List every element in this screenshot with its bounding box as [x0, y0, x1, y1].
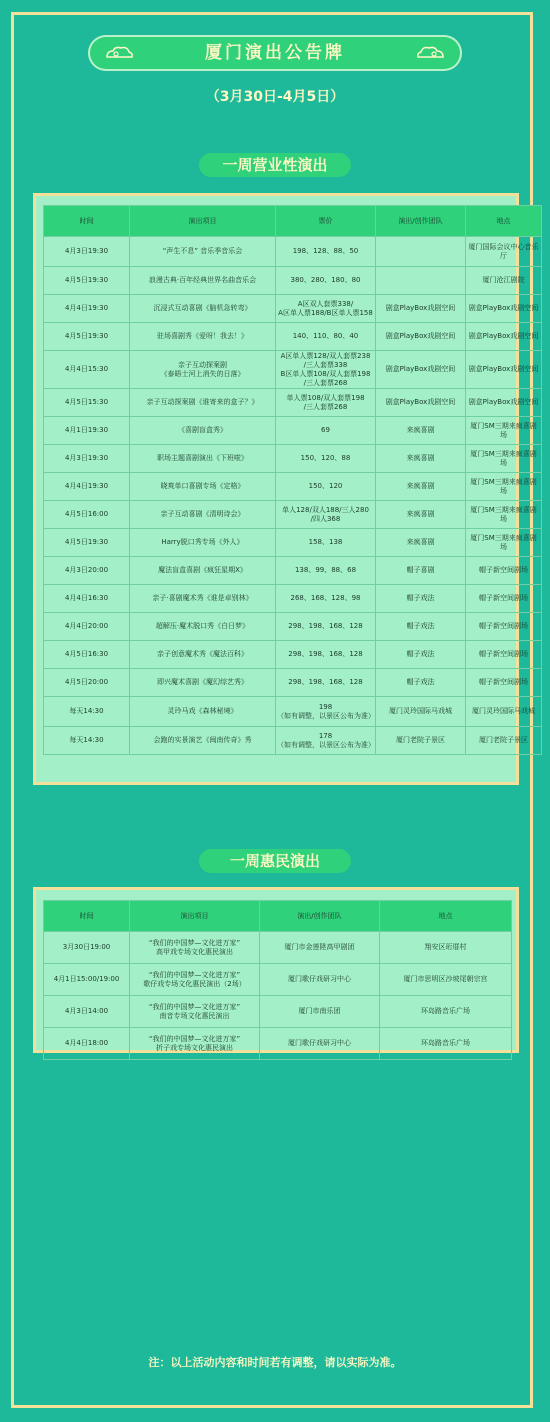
table-cell: 即兴魔术喜剧《魔幻综艺秀》	[130, 669, 276, 697]
table-cell: 剧盒PlayBox戏剧空间	[466, 323, 542, 351]
table-cell: 沉浸式互动喜剧《脑机急转弯》	[130, 295, 276, 323]
table-cell: 4月4日18:00	[44, 1028, 130, 1060]
table-cell: 厦门市思明区沙坡尾朝宗宫	[380, 964, 512, 996]
table-cell: 150、120、88	[276, 445, 376, 473]
table-cell: 厦门老院子景区	[466, 727, 542, 755]
table-cell: 4月3日19:30	[44, 445, 130, 473]
table-row	[44, 473, 542, 501]
table-row	[44, 1028, 512, 1060]
table-cell: 厦门市南乐团	[260, 996, 380, 1028]
table-row	[44, 932, 512, 964]
column-header: 地点	[380, 901, 512, 932]
table-cell: Harry脱口秀专场《外人》	[130, 529, 276, 557]
table-cell: 4月4日16:30	[44, 585, 130, 613]
table-cell: 每天14:30	[44, 727, 130, 755]
table-cell: 3月30日19:00	[44, 932, 130, 964]
table-cell: 浪漫古典·百年经典世界名曲音乐会	[130, 267, 276, 295]
table-row	[44, 557, 542, 585]
table-cell: 剧盒PlayBox戏剧空间	[466, 295, 542, 323]
table-cell: 4月4日19:30	[44, 473, 130, 501]
table-cell: 厦门市金莲陞高甲剧团	[260, 932, 380, 964]
table-cell: 亲子互动探案剧《谁寄来的盒子？》	[130, 389, 276, 417]
table-cell: 驻场喜剧秀《爱呀！我去！》	[130, 323, 276, 351]
table-cell: 剧盒PlayBox戏剧空间	[466, 389, 542, 417]
table-cell: 每天14:30	[44, 697, 130, 727]
table-cell: 厦门歌仔戏研习中心	[260, 964, 380, 996]
table-cell: 厦门灵玲国际马戏城	[466, 697, 542, 727]
table-cell: 4月4日20:00	[44, 613, 130, 641]
table-cell: 剧盒PlayBox戏剧空间	[376, 295, 466, 323]
public-table	[43, 900, 512, 1060]
table-cell: 来疯喜剧	[376, 445, 466, 473]
table-row	[44, 417, 542, 445]
column-header: 票价	[276, 206, 376, 237]
table-cell: “我们的中国梦—文化进万家” 歌仔戏专场文化惠民演出（2场）	[130, 964, 260, 996]
table-row	[44, 727, 542, 755]
commercial-panel	[33, 193, 539, 785]
table-cell: 剧盒PlayBox戏剧空间	[376, 323, 466, 351]
table-row	[44, 389, 542, 417]
table-cell: 亲子·喜剧魔术秀《谁是卓别林》	[130, 585, 276, 613]
table-cell: 来疯喜剧	[376, 417, 466, 445]
table-cell: 帽子喜剧	[376, 557, 466, 585]
column-header: 演出/创作团队	[260, 901, 380, 932]
table-cell	[376, 267, 466, 295]
table-cell: 厦门SM三期来疯喜剧场	[466, 473, 542, 501]
column-header: 演出项目	[130, 901, 260, 932]
table-cell: 198、128、88、50	[276, 237, 376, 267]
table-cell: 150、120	[276, 473, 376, 501]
table-cell: 魔法盲盒喜剧《疯狂星期X》	[130, 557, 276, 585]
table-cell: 厦门灵玲国际马戏城	[376, 697, 466, 727]
table-cell: 厦门SM三期来疯喜剧场	[466, 417, 542, 445]
table-cell: 厦门国际会议中心音乐厅	[466, 237, 542, 267]
table-row	[44, 267, 542, 295]
table-cell: 亲子互动喜剧《清明诗会》	[130, 501, 276, 529]
table-row	[44, 501, 542, 529]
table-cell: 灵玲马戏《森林秘境》	[130, 697, 276, 727]
table-cell: 帽子戏法	[376, 585, 466, 613]
table-cell: A区双人套票338/ A区单人票188/B区单人票158	[276, 295, 376, 323]
table-cell: “我们的中国梦—文化进万家” 折子戏专场文化惠民演出	[130, 1028, 260, 1060]
table-cell: 帽子戏法	[376, 641, 466, 669]
table-row	[44, 237, 542, 267]
table-row	[44, 585, 542, 613]
table-cell: 4月1日19:30	[44, 417, 130, 445]
table-cell: 来疯喜剧	[376, 473, 466, 501]
table-cell	[376, 237, 466, 267]
table-cell: 4月3日20:00	[44, 557, 130, 585]
table-cell: 4月5日19:30	[44, 323, 130, 351]
table-cell: 厦门SM三期来疯喜剧场	[466, 501, 542, 529]
cloud-icon	[416, 44, 446, 62]
table-cell: “我们的中国梦—文化进万家” 南音专场文化惠民演出	[130, 996, 260, 1028]
table-cell: 4月5日16:00	[44, 501, 130, 529]
column-header: 演出/创作团队	[376, 206, 466, 237]
table-cell: “声生不息” 音乐季音乐会	[130, 237, 276, 267]
table-cell: 138、99、88、68	[276, 557, 376, 585]
table-cell: 4月5日15:30	[44, 389, 130, 417]
public-panel	[33, 887, 519, 1053]
table-cell: 厦门老院子景区	[376, 727, 466, 755]
table-cell: 翔安区珩厝村	[380, 932, 512, 964]
footer-note: 注：以上活动内容和时间若有调整，请以实际为准。	[148, 1356, 402, 1369]
table-cell: 4月5日20:00	[44, 669, 130, 697]
table-cell: 268、168、128、98	[276, 585, 376, 613]
table-cell: 298、198、168、128	[276, 641, 376, 669]
table-cell: 环岛路音乐广场	[380, 1028, 512, 1060]
table-cell: 298、198、168、128	[276, 613, 376, 641]
table-cell: 帽子新空间剧场	[466, 613, 542, 641]
column-header: 地点	[466, 206, 542, 237]
table-cell: 超解压·魔术脱口秀《白日梦》	[130, 613, 276, 641]
table-cell: 《喜剧盲盒秀》	[130, 417, 276, 445]
table-row	[44, 323, 542, 351]
table-row	[44, 641, 542, 669]
table-cell: 剧盒PlayBox戏剧空间	[376, 351, 466, 389]
section-title-public: 一周惠民演出	[199, 849, 351, 873]
table-cell: 厦门SM三期来疯喜剧场	[466, 529, 542, 557]
section-title-commercial: 一周营业性演出	[199, 153, 351, 177]
table-cell: 来疯喜剧	[376, 529, 466, 557]
table-cell: 158、138	[276, 529, 376, 557]
table-cell: A区单人票128/双人套票238 /三人套票338 B区单人票108/双人套票198 /三人套票268	[276, 351, 376, 389]
table-cell: 140、110、80、40	[276, 323, 376, 351]
table-row	[44, 295, 542, 323]
commercial-table	[43, 205, 542, 755]
table-cell: 单人128/双人188/三人280 /四人368	[276, 501, 376, 529]
table-row	[44, 529, 542, 557]
table-cell: 来疯喜剧	[376, 501, 466, 529]
table-cell: 4月4日19:30	[44, 295, 130, 323]
table-cell: 帽子戏法	[376, 613, 466, 641]
table-row	[44, 351, 542, 389]
table-cell: 380、280、180、80	[276, 267, 376, 295]
table-cell: 剧盒PlayBox戏剧空间	[466, 351, 542, 389]
table-cell: 帽子新空间剧场	[466, 669, 542, 697]
table-cell: 帽子戏法	[376, 669, 466, 697]
table-cell: 亲子互动探案剧 《泰晤士河上消失的日落》	[130, 351, 276, 389]
column-header: 时间	[44, 901, 130, 932]
column-header: 演出项目	[130, 206, 276, 237]
table-cell: 4月5日19:30	[44, 529, 130, 557]
table-cell: 帽子新空间剧场	[466, 585, 542, 613]
table-cell: 帽子新空间剧场	[466, 557, 542, 585]
table-row	[44, 697, 542, 727]
table-cell: 4月5日16:30	[44, 641, 130, 669]
table-cell: 4月4日15:30	[44, 351, 130, 389]
table-row	[44, 996, 512, 1028]
table-cell: 晓爽单口喜剧专场《定格》	[130, 473, 276, 501]
table-cell: “我们的中国梦—文化进万家” 高甲戏专场文化惠民演出	[130, 932, 260, 964]
table-cell: 4月3日19:30	[44, 237, 130, 267]
table-cell: 亲子创意魔术秀《魔法百科》	[130, 641, 276, 669]
header-banner	[88, 35, 462, 71]
table-cell: 职场主题喜剧演出《下班啦》	[130, 445, 276, 473]
table-cell: 69	[276, 417, 376, 445]
table-cell: 4月3日14:00	[44, 996, 130, 1028]
page-title: 厦门演出公告牌	[205, 43, 345, 63]
date-range: （3月30日-4月5日）	[205, 89, 345, 105]
table-row	[44, 669, 542, 697]
table-cell: 厦门歌仔戏研习中心	[260, 1028, 380, 1060]
table-cell: 剧盒PlayBox戏剧空间	[376, 389, 466, 417]
column-header: 时间	[44, 206, 130, 237]
table-cell: 厦门SM三期来疯喜剧场	[466, 445, 542, 473]
table-cell: 厦门沧江剧院	[466, 267, 542, 295]
table-row	[44, 964, 512, 996]
table-cell: 198 （如有调整，以景区公布为准）	[276, 697, 376, 727]
table-cell: 298、198、168、128	[276, 669, 376, 697]
table-cell: 环岛路音乐广场	[380, 996, 512, 1028]
table-cell: 单人票108/双人套票198 /三人套票268	[276, 389, 376, 417]
table-cell: 4月5日19:30	[44, 267, 130, 295]
table-cell: 帽子新空间剧场	[466, 641, 542, 669]
table-cell: 4月1日15:00/19:00	[44, 964, 130, 996]
table-row	[44, 445, 542, 473]
table-row	[44, 613, 542, 641]
table-cell: 178 （如有调整，以景区公布为准）	[276, 727, 376, 755]
table-cell: 会跑的实景演艺《闽南传奇》秀	[130, 727, 276, 755]
